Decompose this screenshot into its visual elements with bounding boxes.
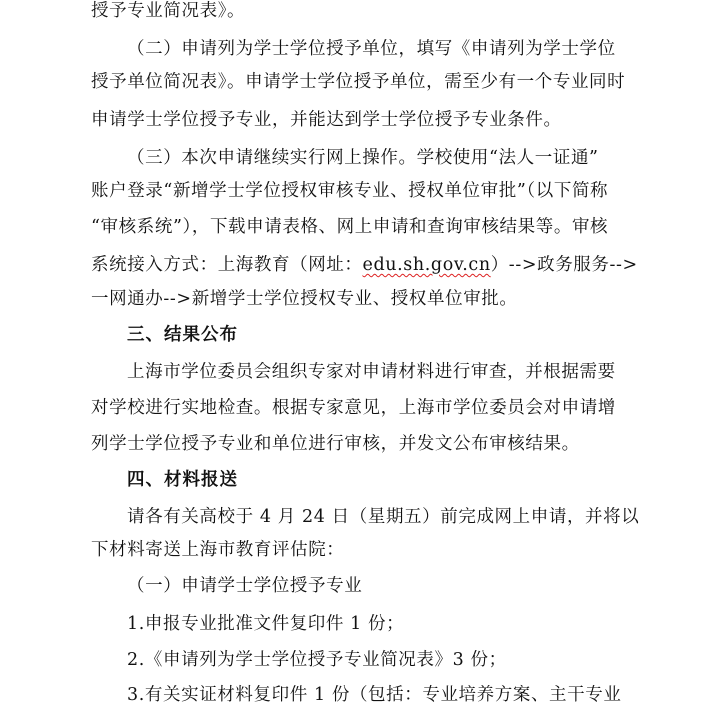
line-text: ）-->政务服务--> [490, 255, 638, 275]
section-heading: 四、材料报送 [127, 470, 238, 490]
paragraph-line: 上海市学位委员会组织专家对申请材料进行审查，并根据需要 [127, 362, 616, 382]
paragraph-line: 账户登录“新增学士学位授权审核专业、授权单位审批”（以下简称 [91, 181, 609, 201]
paragraph-line: 列学士学位授予专业和单位进行审核，并发文公布审核结果。 [91, 434, 580, 454]
paragraph-line: 授予单位简况表》。申请学士学位授予单位，需至少有一个专业同时 [91, 72, 626, 92]
paragraph-line: （三）本次申请继续实行网上操作。学校使用“法人一证通” [127, 148, 599, 168]
line-text: 系统接入方式：上海教育（网址： [91, 255, 363, 275]
subsection-heading: （一）申请学士学位授予专业 [127, 576, 363, 596]
paragraph-line: 请各有关高校于 4 月 24 日（星期五）前完成网上申请，并将以 [127, 507, 640, 527]
paragraph-line: 申请学士学位授予专业，并能达到学士学位授予专业条件。 [91, 110, 562, 130]
list-item: 2.《申请列为学士学位授予专业简况表》3 份； [127, 650, 507, 670]
paragraph-line: （二）申请列为学士学位授予单位，填写《申请列为学士学位 [127, 39, 616, 59]
paragraph-line: “审核系统”），下载申请表格、网上申请和查询审核结果等。审核 [91, 217, 609, 237]
website-link[interactable]: edu.sh.gov.cn [362, 255, 491, 275]
paragraph-line: 下材料寄送上海市教育评估院： [91, 540, 345, 560]
list-item: 1.申报专业批准文件复印件 1 份； [127, 614, 405, 634]
paragraph-line: 一网通办-->新增学士学位授权专业、授权单位审批。 [91, 289, 518, 309]
paragraph-line: 对学校进行实地检查。根据专家意见，上海市学位委员会对申请增 [91, 398, 616, 418]
paragraph-line [91, 250, 638, 280]
section-heading: 三、结果公布 [127, 325, 238, 345]
list-item: 3.有关实证材料复印件 1 份（包括：专业培养方案、主干专业 [127, 685, 622, 705]
paragraph-line: 授予专业简况表》。 [91, 1, 246, 21]
